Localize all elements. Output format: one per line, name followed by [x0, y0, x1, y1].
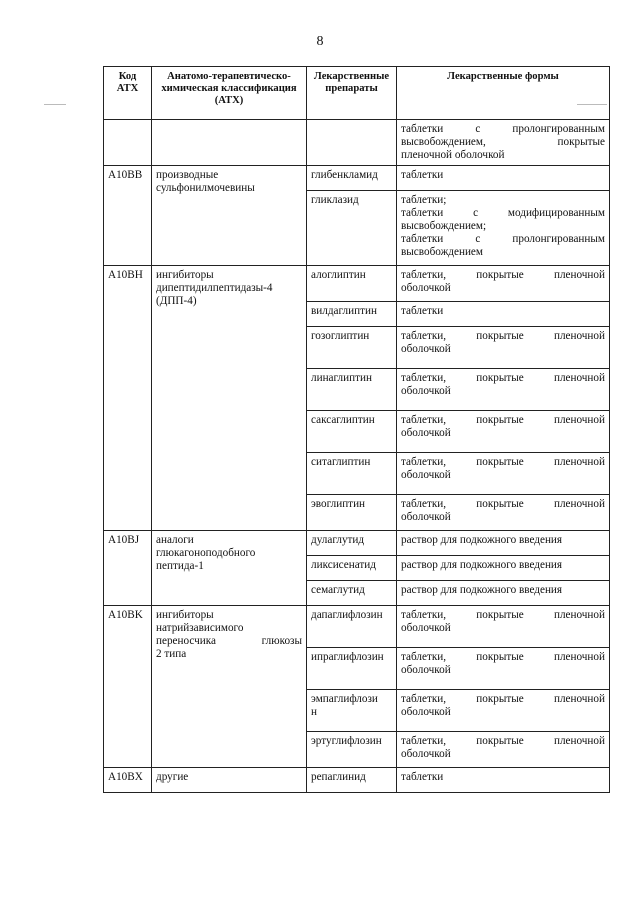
form-line: оболочкой [401, 706, 451, 718]
classification-line: аналоги [156, 534, 194, 546]
form-line: таблетки, покрытые пленочной [401, 330, 605, 342]
form-cell [397, 411, 610, 453]
drug-cell: семаглутид [307, 581, 397, 606]
table-row [104, 266, 610, 302]
form-cell [397, 690, 610, 732]
drug-cell: ликсисенатид [307, 556, 397, 581]
form-line: высвобождением, покрытые [401, 136, 605, 148]
table-row [104, 768, 610, 793]
form-line: таблетки, покрытые пленочной [401, 651, 605, 663]
header-forms: Лекарственные формы [397, 67, 610, 120]
form-cell [397, 453, 610, 495]
form-line: таблетки с пролонгированным [401, 233, 605, 245]
drug-cell: гликлазид [307, 191, 397, 266]
form-line: таблетки с модифицированным [401, 207, 605, 219]
header-row [104, 67, 610, 120]
form-line: пленочной оболочкой [401, 149, 505, 161]
form-line: оболочкой [401, 469, 451, 481]
classification-cell [152, 120, 307, 166]
code-cell: A10BK [104, 606, 152, 768]
form-cell [397, 648, 610, 690]
drug-cell: саксаглиптин [307, 411, 397, 453]
form-line: таблетки [401, 771, 444, 783]
form-cell [397, 531, 610, 556]
classification-line: переносчика глюкозы [156, 635, 302, 647]
code-cell [104, 120, 152, 166]
table-row [104, 120, 610, 166]
page-number: 8 [316, 34, 324, 49]
form-line: таблетки, покрытые пленочной [401, 414, 605, 426]
code-cell: A10BB [104, 166, 152, 266]
code-cell: A10BX [104, 768, 152, 793]
form-cell [397, 369, 610, 411]
classification-line: натрийзависимого [156, 622, 244, 634]
classification-line: дипептидилпептидазы-4 [156, 282, 273, 294]
drug-cell: ситаглиптин [307, 453, 397, 495]
form-line: раствор для подкожного введения [401, 584, 563, 596]
table-row [104, 531, 610, 556]
form-line: высвобождением; [401, 220, 487, 232]
form-line: оболочкой [401, 343, 451, 355]
code-cell: A10BH [104, 266, 152, 531]
classification-line: ингибиторы [156, 269, 214, 281]
atx-table [103, 66, 610, 793]
drug-cell: дапаглифлозин [307, 606, 397, 648]
form-line: таблетки, покрытые пленочной [401, 609, 605, 621]
drug-cell: глибенкламид [307, 166, 397, 191]
form-line: оболочкой [401, 748, 451, 760]
header-drugs: Лекарственные препараты [307, 67, 397, 120]
classification-line: глюкагоноподобного [156, 547, 256, 559]
form-line: таблетки с пролонгированным [401, 123, 605, 135]
drug-cell: алоглиптин [307, 266, 397, 302]
classification-cell [152, 266, 307, 531]
classification-cell [152, 531, 307, 606]
form-line: таблетки, покрытые пленочной [401, 735, 605, 747]
form-cell [397, 120, 610, 166]
form-line: таблетки [401, 169, 444, 181]
form-line: таблетки, покрытые пленочной [401, 456, 605, 468]
form-line: оболочкой [401, 282, 451, 294]
classification-cell: другие [152, 768, 307, 793]
header-code: Код АТХ [104, 67, 152, 120]
table-row [104, 606, 610, 648]
drug-cell: дулаглутид [307, 531, 397, 556]
header-classification: Анатомо-терапевтическо-химическая классификация (АТХ) [152, 67, 307, 120]
form-cell [397, 327, 610, 369]
form-cell [397, 495, 610, 531]
table-row [104, 166, 610, 191]
drug-cell: вилдаглиптин [307, 302, 397, 327]
drug-cell: эртуглифлозин [307, 732, 397, 768]
form-line: таблетки, покрытые пленочной [401, 269, 605, 281]
margin-mark-left [44, 104, 66, 105]
drug-name-line: н [311, 706, 317, 718]
drug-cell: линаглиптин [307, 369, 397, 411]
form-line: таблетки; [401, 194, 447, 206]
classification-line: (ДПП-4) [156, 295, 197, 307]
classification-line: ингибиторы [156, 609, 214, 621]
form-line: оболочкой [401, 664, 451, 676]
form-cell [397, 556, 610, 581]
drug-cell: ипраглифлозин [307, 648, 397, 690]
code-cell: A10BJ [104, 531, 152, 606]
classification-line: 2 типа [156, 648, 187, 660]
form-cell [397, 166, 610, 191]
classification-cell [152, 606, 307, 768]
classification-cell: производные сульфонилмочевины [152, 166, 307, 266]
classification-line: пептида-1 [156, 560, 204, 572]
form-cell [397, 581, 610, 606]
drug-cell: репаглинид [307, 768, 397, 793]
drug-cell [307, 120, 397, 166]
form-cell [397, 266, 610, 302]
form-cell [397, 768, 610, 793]
form-cell [397, 606, 610, 648]
form-line: высвобождением [401, 246, 483, 258]
form-cell [397, 302, 610, 327]
drug-name-line: эмпаглифлози [311, 693, 378, 705]
drug-cell [307, 690, 397, 732]
form-line: оболочкой [401, 385, 451, 397]
form-line: оболочкой [401, 427, 451, 439]
form-line: оболочкой [401, 511, 451, 523]
drug-cell: эвоглиптин [307, 495, 397, 531]
form-line: таблетки, покрытые пленочной [401, 372, 605, 384]
form-line: раствор для подкожного введения [401, 559, 563, 571]
form-line: таблетки, покрытые пленочной [401, 693, 605, 705]
drug-cell: гозоглиптин [307, 327, 397, 369]
form-line: таблетки [401, 305, 444, 317]
form-cell [397, 191, 610, 266]
form-line: раствор для подкожного введения [401, 534, 563, 546]
form-line: оболочкой [401, 622, 451, 634]
form-cell [397, 732, 610, 768]
form-line: таблетки, покрытые пленочной [401, 498, 605, 510]
